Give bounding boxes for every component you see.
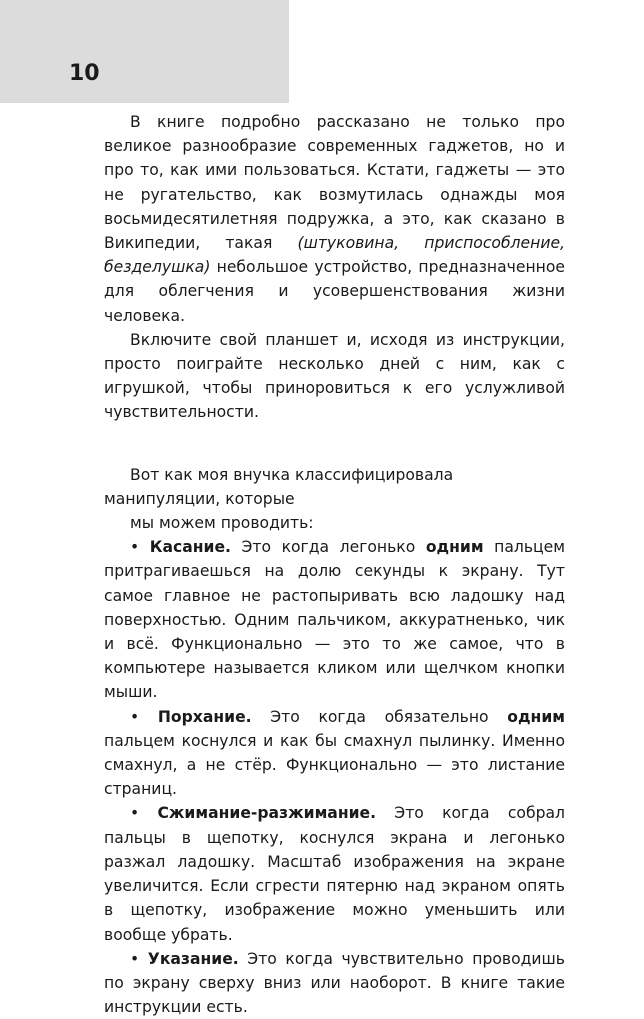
list-item-touch: [104, 535, 565, 704]
item-text: Это когда обязательно: [251, 707, 508, 726]
term-pinch: Сжимание-разжимание.: [157, 804, 377, 823]
paragraph-gadgets: [104, 110, 565, 328]
paragraph-text: В книге подробно рассказано не только про великое разнообразие современных гаджетов, но и про то, как ими пользоваться. Кстати, гаджеты — это не ругательство, как возмутилась однажды моя восьмидесятилетняя подружка, а это, как сказано в Википедии, такая: [104, 113, 565, 253]
item-text: Это когда чувствительно проводишь по экрану сверху вниз или наоборот. В книге такие инструкции есть.: [104, 949, 565, 1017]
italic-definition: (штуковина, приспособление, безделушка): [104, 234, 565, 277]
item-text: пальцем коснулся и как бы смахнул пылинку. Именно смахнул, а не стёр. Функционально — это листание страниц.: [104, 731, 565, 799]
term-flick: Порхание.: [157, 707, 252, 726]
bullet: •: [130, 949, 148, 968]
emphasis-one: одним: [507, 707, 565, 726]
bullet: •: [130, 538, 150, 557]
list-item-swipe: [104, 947, 565, 1019]
paragraph-text: небольшое устройство, предназначенное для облегчения и усовершенствования жизни человека.: [104, 258, 565, 325]
bullet: •: [130, 804, 158, 823]
list-item-pinch: [104, 801, 565, 946]
page-number: 10: [69, 61, 100, 86]
paragraph-manipulations: Вот как моя внучка классифицировала манипуляции, которые: [104, 465, 454, 508]
page-number-tab: [0, 0, 289, 103]
list-item-flick: [104, 705, 565, 802]
item-text: Это когда собрал пальцы в щепотку, коснулся экрана и легонько разжал ладошку. Масштаб изображения на экране увеличится. Если сгрести пятерню над экраном опять в щепотку, изображение можно уменьшить или вообще убрать.: [104, 804, 565, 944]
item-text: Это когда легонько: [231, 538, 426, 557]
item-text: пальцем притрагиваешься на долю секунды к экрану. Тут самое главное не растопыривать всю ладошку над поверхностью. Одним пальчиком, аккуратненько, чик и всё. Функционально — это то же самое, что в компьютере называется кликом или щелчком кнопки мыши.: [104, 538, 566, 702]
page-body: [104, 110, 565, 1019]
term-touch: Касание.: [149, 538, 231, 557]
term-swipe: Указание.: [147, 949, 239, 968]
emphasis-one: одним: [425, 538, 484, 557]
paragraph-spacer: [104, 425, 565, 463]
paragraph-tablet: Включите свой планшет и, исходя из инструкции, просто поиграйте несколько дней с ним, как с игрушкой, чтобы приноровиться к его услужливой чувствительности.: [104, 330, 565, 422]
paragraph-manipulations-cont: мы можем проводить:: [130, 514, 314, 533]
bullet: •: [130, 707, 158, 726]
